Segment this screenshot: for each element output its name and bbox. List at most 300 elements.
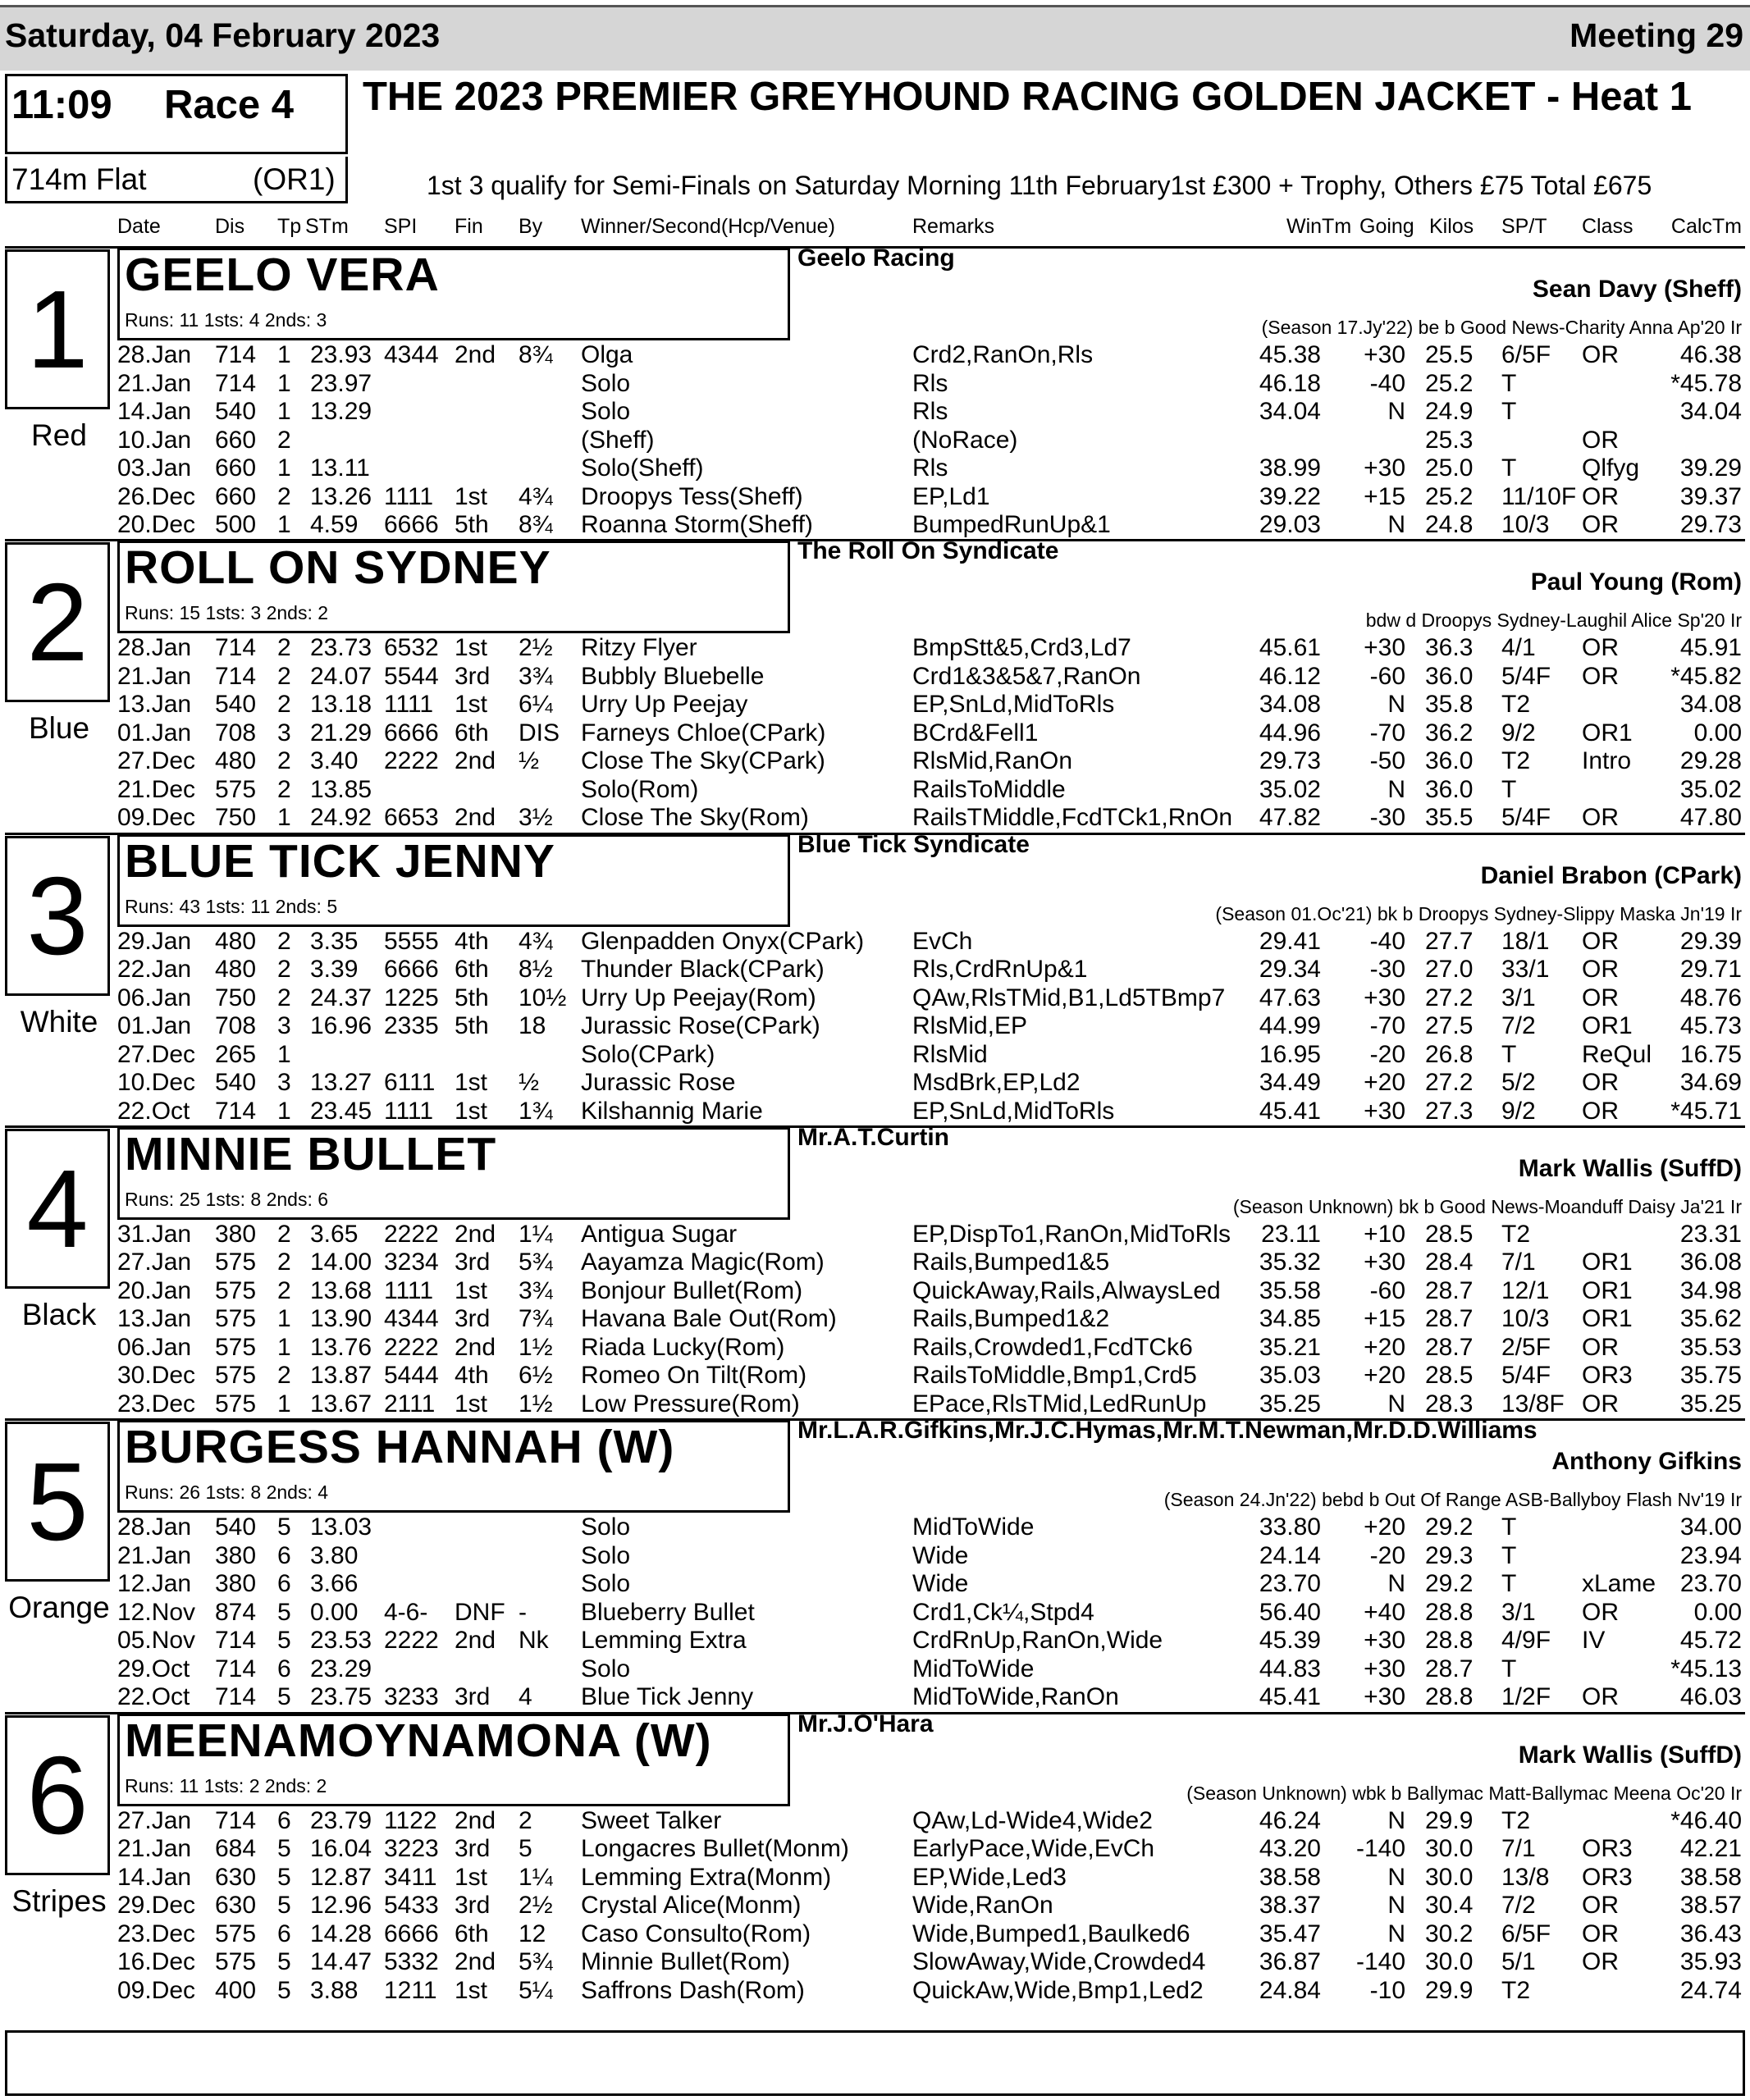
form-row [0, 1334, 1750, 1362]
form-cell: EP,SnLd,MidToRls [912, 1097, 1115, 1125]
form-cell: 36.08 [1679, 1249, 1742, 1276]
form-cell: Rails,Crowded1,FcdTCk6 [912, 1333, 1193, 1361]
dog-name: BURGESS HANNAH (W) [125, 1421, 675, 1474]
form-cell: +30 [1364, 1249, 1405, 1276]
form-cell: 1¼ [519, 1220, 553, 1248]
form-cell: OR [1582, 1390, 1619, 1418]
form-cell: RlsMid [912, 1040, 988, 1068]
form-cell: 29.Dec [117, 1892, 196, 1919]
form-row [0, 691, 1750, 719]
form-cell: T [1501, 1040, 1517, 1068]
form-cell: 1st [455, 482, 488, 510]
form-cell: 35.62 [1679, 1305, 1742, 1333]
form-cell: RailsToMiddle [912, 775, 1066, 803]
form-cell: 23.31 [1679, 1220, 1742, 1248]
form-cell: 400 [215, 1976, 257, 2004]
form-cell: 1 [277, 1333, 291, 1361]
form-cell: 1122 [384, 1806, 437, 1834]
form-cell: 36.2 [1425, 719, 1474, 746]
column-header: Kilos [1429, 215, 1474, 238]
form-cell: *45.82 [1670, 662, 1742, 690]
form-cell: 7/1 [1501, 1249, 1536, 1276]
form-cell: +30 [1364, 454, 1405, 482]
form-cell: 1 [277, 398, 291, 425]
form-cell: 22.Oct [117, 1683, 190, 1711]
form-cell: 2nd [455, 341, 496, 368]
form-cell: 6666 [384, 719, 439, 746]
form-cell: 38.99 [1259, 454, 1321, 482]
form-cell: 6th [455, 719, 489, 746]
form-cell: 13.11 [310, 454, 370, 482]
column-header: Date [117, 215, 161, 238]
owner: Geelo Racing [797, 244, 955, 272]
column-header: Winner/Second(Hcp/Venue) [581, 215, 835, 238]
form-cell: 6532 [384, 634, 439, 662]
form-cell: OR1 [1582, 1276, 1633, 1304]
form-row [0, 1807, 1750, 1835]
form-cell: Crystal Alice(Monm) [581, 1892, 802, 1919]
form-cell: 23.Dec [117, 1390, 196, 1418]
form-cell: 16.96 [310, 1012, 372, 1040]
form-cell: 34.08 [1259, 691, 1321, 719]
form-cell: 45.91 [1679, 634, 1742, 662]
form-cell: 6½ [519, 1362, 553, 1390]
column-header: SP/T [1501, 215, 1547, 238]
form-row [0, 1277, 1750, 1305]
form-cell: 1¾ [519, 1097, 553, 1125]
form-cell: 39.37 [1679, 482, 1742, 510]
breeding: (Season 01.Oc'21) bk b Droopys Sydney-Slippy Maska Jn'19 Ir [1215, 902, 1742, 924]
dog-name: BLUE TICK JENNY [125, 834, 555, 888]
form-cell: 1 [277, 1040, 291, 1068]
form-cell: 714 [215, 1683, 257, 1711]
breeding: (Season 17.Jy'22) be b Good News-Charity Anna Ap'20 Ir [1261, 317, 1742, 338]
form-cell: 46.38 [1679, 341, 1742, 368]
form-cell: 36.0 [1425, 662, 1474, 690]
form-row [0, 747, 1750, 775]
trap-color: Red [31, 418, 87, 452]
form-cell: +10 [1364, 1220, 1405, 1248]
form-cell: 1st [455, 1976, 488, 2004]
form-cell: 38.58 [1679, 1863, 1742, 1891]
form-cell: Longacres Bullet(Monm) [581, 1835, 849, 1862]
form-cell: Antigua Sugar [581, 1220, 738, 1248]
form-cell: Crd1&3&5&7,RanOn [912, 662, 1141, 690]
form-cell: 2nd [455, 1627, 496, 1655]
form-cell: 1 [277, 454, 291, 482]
form-cell: 0.00 [310, 1598, 359, 1626]
form-cell: 5¾ [519, 1948, 553, 1975]
form-cell: 28.5 [1425, 1220, 1474, 1248]
form-cell: 21.Jan [117, 1541, 192, 1569]
owner: The Roll On Syndicate [797, 537, 1059, 565]
form-cell: RailsToMiddle,Bmp1,Crd5 [912, 1362, 1197, 1390]
form-cell: 1st [455, 1069, 488, 1097]
column-header: By [519, 215, 543, 238]
form-cell: 29.73 [1259, 747, 1321, 775]
form-cell: 25.5 [1425, 341, 1474, 368]
form-cell: 3¾ [519, 662, 553, 690]
form-cell: 5/4F [1501, 1362, 1551, 1390]
trainer: Daniel Brabon (CPark) [1480, 861, 1742, 889]
form-cell: 5 [277, 1835, 291, 1862]
form-cell: IV [1582, 1627, 1606, 1655]
form-cell: 30.2 [1425, 1920, 1474, 1947]
form-cell: Rls [912, 398, 948, 425]
form-cell: 23.73 [310, 634, 372, 662]
form-cell: 500 [215, 511, 257, 538]
form-cell: 21.Jan [117, 1835, 192, 1862]
form-cell: T2 [1501, 1976, 1531, 2004]
form-cell: 265 [215, 1040, 257, 1068]
form-cell: -20 [1369, 1541, 1405, 1569]
form-cell: 25.3 [1425, 426, 1474, 454]
form-cell: 7/2 [1501, 1012, 1536, 1040]
form-cell: 12/1 [1501, 1276, 1550, 1304]
form-cell: 4 [519, 1683, 532, 1711]
form-cell: 43.20 [1259, 1835, 1321, 1862]
form-cell: -70 [1369, 1012, 1405, 1040]
dog-record: Runs: 11 1sts: 2 2nds: 2 [125, 1774, 327, 1796]
form-cell: Bubbly Bluebelle [581, 662, 765, 690]
form-cell: 3rd [455, 1305, 491, 1333]
form-cell: 22.Oct [117, 1097, 190, 1125]
form-row [0, 1390, 1750, 1418]
form-cell: 30.4 [1425, 1892, 1474, 1919]
form-cell: N [1387, 1390, 1405, 1418]
form-cell: 3rd [455, 662, 491, 690]
form-cell: OR1 [1582, 1305, 1633, 1333]
form-cell: 47.63 [1259, 984, 1321, 1011]
form-cell: N [1387, 1806, 1405, 1834]
form-cell: 29.2 [1425, 1570, 1474, 1598]
form-row [0, 511, 1750, 539]
form-row [0, 398, 1750, 426]
form-cell: 28.7 [1425, 1276, 1474, 1304]
form-cell: 3234 [384, 1249, 439, 1276]
form-cell: 45.72 [1679, 1627, 1742, 1655]
form-cell: QAw,Ld-Wide4,Wide2 [912, 1806, 1153, 1834]
form-cell: 3rd [455, 1249, 491, 1276]
form-cell: 3.65 [310, 1220, 359, 1248]
form-cell: SlowAway,Wide,Crowded4 [912, 1948, 1206, 1975]
form-cell: 13/8 [1501, 1863, 1550, 1891]
form-cell: Nk [519, 1627, 549, 1655]
form-cell: OR3 [1582, 1863, 1633, 1891]
form-cell: 1111 [384, 1097, 434, 1125]
form-cell: 27.2 [1425, 984, 1474, 1011]
form-cell: 34.00 [1679, 1513, 1742, 1541]
form-cell: Havana Bale Out(Rom) [581, 1305, 837, 1333]
form-cell: Lemming Extra(Monm) [581, 1863, 832, 1891]
form-cell: 540 [215, 1069, 257, 1097]
form-cell: 39.22 [1259, 482, 1321, 510]
form-cell: 23.70 [1679, 1570, 1742, 1598]
form-cell: Ritzy Flyer [581, 634, 697, 662]
form-cell: 3233 [384, 1683, 439, 1711]
form-cell: 14.Jan [117, 1863, 192, 1891]
form-cell: EP,DispTo1,RanOn,MidToRls [912, 1220, 1231, 1248]
dog-record: Runs: 43 1sts: 11 2nds: 5 [125, 895, 338, 917]
form-cell: 8½ [519, 956, 553, 984]
form-cell: 46.03 [1679, 1683, 1742, 1711]
form-row [0, 454, 1750, 482]
form-cell: 35.58 [1259, 1276, 1321, 1304]
form-cell: 575 [215, 1390, 257, 1418]
form-cell: 2nd [455, 1333, 496, 1361]
form-cell: 47.82 [1259, 804, 1321, 832]
form-row [0, 1069, 1750, 1097]
form-cell: 45.38 [1259, 341, 1321, 368]
form-cell: 13.27 [310, 1069, 372, 1097]
form-cell: 35.32 [1259, 1249, 1321, 1276]
form-cell: 714 [215, 341, 257, 368]
form-cell: 5 [277, 1513, 291, 1541]
form-cell: 2/5F [1501, 1333, 1551, 1361]
form-cell: Caso Consulto(Rom) [581, 1920, 811, 1947]
form-cell: +20 [1364, 1069, 1405, 1097]
form-cell: T [1501, 1541, 1517, 1569]
form-cell: 4¾ [519, 927, 553, 955]
form-cell: OR [1582, 1069, 1619, 1097]
form-cell: 1 [277, 369, 291, 397]
form-cell: (Sheff) [581, 426, 655, 454]
column-header: SPI [384, 215, 418, 238]
column-header: Tp [277, 215, 302, 238]
form-cell: 23.29 [310, 1655, 372, 1682]
form-cell: Solo(Rom) [581, 775, 699, 803]
form-cell: 24.84 [1259, 1976, 1321, 2004]
form-cell: 2nd [455, 1806, 496, 1834]
form-cell: 714 [215, 662, 257, 690]
form-cell: 28.Jan [117, 634, 192, 662]
form-cell: 14.28 [310, 1920, 372, 1947]
form-cell: +15 [1364, 1305, 1405, 1333]
form-cell: T [1501, 369, 1517, 397]
form-cell: 0.00 [1693, 719, 1742, 746]
trainer: Mark Wallis (SuffD) [1518, 1154, 1742, 1182]
form-cell: +20 [1364, 1513, 1405, 1541]
form-cell: 30.0 [1425, 1948, 1474, 1975]
form-cell: 4344 [384, 1305, 439, 1333]
form-cell: 34.69 [1679, 1069, 1742, 1097]
form-row [0, 719, 1750, 747]
form-cell: 6 [277, 1655, 291, 1682]
form-cell: 5 [277, 1948, 291, 1975]
form-cell: 708 [215, 719, 257, 746]
form-cell: 23.Dec [117, 1920, 196, 1947]
form-cell: 14.00 [310, 1249, 372, 1276]
form-cell: 29.Oct [117, 1655, 190, 1682]
form-cell: 3.39 [310, 956, 359, 984]
form-cell: +30 [1364, 1655, 1405, 1682]
dog-record: Runs: 26 1sts: 8 2nds: 4 [125, 1481, 329, 1504]
column-header: CalcTm [1670, 215, 1742, 238]
form-cell: 1¼ [519, 1863, 553, 1891]
form-cell: 575 [215, 1249, 257, 1276]
form-cell: 27.Dec [117, 1040, 196, 1068]
form-cell: 33.80 [1259, 1513, 1321, 1541]
form-cell: CrdRnUp,RanOn,Wide [912, 1627, 1163, 1655]
form-cell: +30 [1364, 984, 1405, 1011]
form-cell: OR [1582, 1598, 1619, 1626]
form-cell: 13.90 [310, 1305, 372, 1333]
form-cell: 10/3 [1501, 1305, 1550, 1333]
form-cell: 1st [455, 1390, 488, 1418]
owner: Mr.L.A.R.Gifkins,Mr.J.C.Hymas,Mr.M.T.Newman,Mr.D.D.Williams [797, 1417, 1538, 1445]
form-cell: 13.18 [310, 691, 372, 719]
form-row [0, 1920, 1750, 1948]
form-cell: Solo [581, 1655, 631, 1682]
form-cell: 35.25 [1679, 1390, 1742, 1418]
form-cell: 48.76 [1679, 984, 1742, 1011]
form-cell: 5332 [384, 1948, 439, 1975]
form-cell: OR [1582, 482, 1619, 510]
form-cell: EarlyPace,Wide,EvCh [912, 1835, 1155, 1862]
form-row [0, 1977, 1750, 2005]
form-cell: 42.21 [1679, 1835, 1742, 1862]
form-cell: 3.40 [310, 747, 359, 775]
form-cell: 5/4F [1501, 662, 1551, 690]
form-cell: 3/1 [1501, 984, 1536, 1011]
form-cell: 23.53 [310, 1627, 372, 1655]
trap-number: 1 [5, 249, 110, 409]
form-cell: 27.2 [1425, 1069, 1474, 1097]
form-cell: 2 [277, 1276, 291, 1304]
form-cell: Riada Lucky(Rom) [581, 1333, 785, 1361]
form-cell: Wide [912, 1541, 969, 1569]
form-cell: T2 [1501, 1806, 1531, 1834]
form-cell: 21.Jan [117, 369, 192, 397]
form-cell: MidToWide,RanOn [912, 1683, 1119, 1711]
form-cell: 874 [215, 1598, 257, 1626]
form-cell: 14.47 [310, 1948, 372, 1975]
form-cell: 1/2F [1501, 1683, 1551, 1711]
form-cell: 18 [519, 1012, 546, 1040]
form-cell: 480 [215, 956, 257, 984]
form-cell: 575 [215, 1948, 257, 1975]
form-cell: Crd1,Ck¼,Stpd4 [912, 1598, 1094, 1626]
form-cell: OR [1582, 984, 1619, 1011]
race-grade: (OR1) [253, 162, 336, 196]
form-cell: 5 [277, 1892, 291, 1919]
form-cell: 28.7 [1425, 1655, 1474, 1682]
form-cell: 8¾ [519, 511, 553, 538]
form-cell: 1 [277, 341, 291, 368]
form-cell: Saffrons Dash(Rom) [581, 1976, 805, 2004]
form-cell: 5¼ [519, 1976, 553, 2004]
dog-name: MINNIE BULLET [125, 1127, 497, 1180]
form-cell: -20 [1369, 1040, 1405, 1068]
form-row [0, 663, 1750, 691]
form-cell: 34.85 [1259, 1305, 1321, 1333]
form-cell: -30 [1369, 956, 1405, 984]
form-cell: 540 [215, 1513, 257, 1541]
form-cell: +30 [1364, 341, 1405, 368]
form-cell: 46.24 [1259, 1806, 1321, 1834]
form-cell: 35.03 [1259, 1362, 1321, 1390]
form-cell: 1211 [384, 1976, 437, 2004]
form-cell: -40 [1369, 927, 1405, 955]
form-cell: 24.37 [310, 984, 372, 1011]
form-row [0, 1542, 1750, 1570]
form-cell: Qlfyg [1582, 454, 1640, 482]
form-cell: 6 [277, 1541, 291, 1569]
form-cell: Wide [912, 1570, 969, 1598]
trap-number: 2 [5, 542, 110, 702]
form-cell: +15 [1364, 482, 1405, 510]
form-cell: 5433 [384, 1892, 439, 1919]
form-cell: 27.Dec [117, 747, 196, 775]
form-cell: 3½ [519, 804, 553, 832]
form-cell: 29.41 [1259, 927, 1321, 955]
form-cell: 6th [455, 956, 489, 984]
form-cell: -140 [1355, 1835, 1405, 1862]
form-cell: 28.4 [1425, 1249, 1474, 1276]
form-row [0, 1012, 1750, 1040]
form-cell: 540 [215, 398, 257, 425]
form-cell: Rls [912, 369, 948, 397]
form-cell: 5 [277, 1627, 291, 1655]
form-cell: 2nd [455, 747, 496, 775]
form-cell: 9/2 [1501, 1097, 1536, 1125]
form-cell: Olga [581, 341, 633, 368]
form-cell: 2 [277, 1362, 291, 1390]
form-cell: Solo [581, 1541, 631, 1569]
form-cell: 3.66 [310, 1570, 359, 1598]
form-cell: 1st [455, 691, 488, 719]
form-cell: 35.53 [1679, 1333, 1742, 1361]
form-cell: Rails,Bumped1&5 [912, 1249, 1110, 1276]
form-cell: Urry Up Peejay [581, 691, 748, 719]
form-cell: 18/1 [1501, 927, 1550, 955]
form-cell: 714 [215, 634, 257, 662]
form-cell: 16.Dec [117, 1948, 196, 1975]
form-cell: 01.Jan [117, 1012, 192, 1040]
form-cell: 16.04 [310, 1835, 372, 1862]
form-cell: 684 [215, 1835, 257, 1862]
form-cell: 27.7 [1425, 927, 1474, 955]
form-cell: +40 [1364, 1598, 1405, 1626]
form-cell: 33/1 [1501, 956, 1550, 984]
form-cell: 2 [277, 691, 291, 719]
form-cell: 6/5F [1501, 341, 1551, 368]
form-cell: OR [1582, 1948, 1619, 1975]
form-cell: 24.92 [310, 804, 372, 832]
form-row [0, 427, 1750, 454]
form-cell: 35.93 [1679, 1948, 1742, 1975]
form-cell: 660 [215, 482, 257, 510]
trap-number: 3 [5, 836, 110, 996]
form-cell: 3223 [384, 1835, 439, 1862]
form-cell: 3¾ [519, 1276, 553, 1304]
form-cell: Urry Up Peejay(Rom) [581, 984, 816, 1011]
form-cell: 7/1 [1501, 1835, 1536, 1862]
form-cell: 29.2 [1425, 1513, 1474, 1541]
form-cell: 38.57 [1679, 1892, 1742, 1919]
form-cell: 12.Jan [117, 1570, 192, 1598]
form-row [0, 1098, 1750, 1125]
form-cell: BCrd&Fell1 [912, 719, 1039, 746]
form-cell: 1225 [384, 984, 439, 1011]
form-cell: 4/1 [1501, 634, 1536, 662]
form-row [0, 1627, 1750, 1655]
form-cell: 05.Nov [117, 1627, 196, 1655]
form-row [0, 370, 1750, 398]
form-cell: +30 [1364, 1683, 1405, 1711]
form-cell: Rails,Bumped1&2 [912, 1305, 1110, 1333]
form-cell: Close The Sky(CPark) [581, 747, 825, 775]
